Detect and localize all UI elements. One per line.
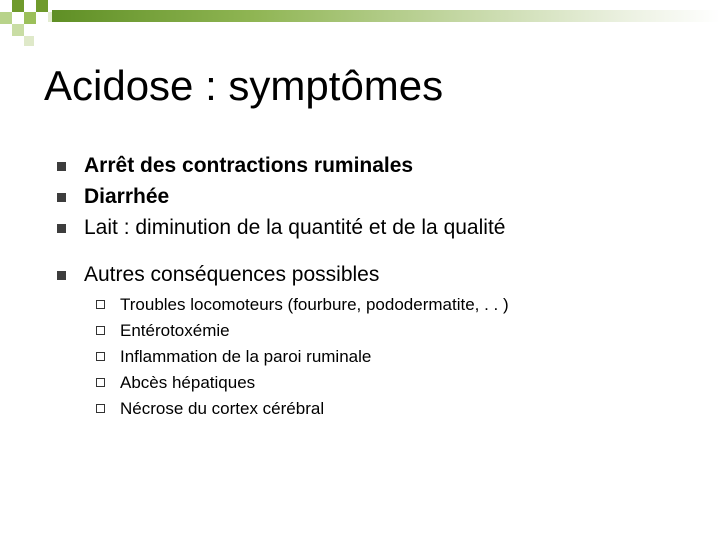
bullet-text: Lait : diminution de la quantité et de la qualité [84, 216, 506, 239]
square-bullet-icon [57, 193, 66, 202]
slide-title: Acidose : symptômes [44, 62, 444, 109]
bullet-item [56, 212, 696, 243]
square-bullet-icon [57, 224, 66, 233]
sub-bullet-item [88, 370, 696, 396]
sub-bullet-text: Entérotoxémie [120, 321, 230, 340]
sub-bullet-text: Inflammation de la paroi ruminale [120, 347, 372, 366]
sub-bullet-item [88, 318, 696, 344]
bullet-item [56, 181, 696, 212]
decorative-squares [0, 0, 60, 46]
sub-bullet-text: Troubles locomoteurs (fourbure, pododermatite, . . ) [120, 295, 509, 314]
deco-square [24, 12, 36, 24]
hollow-square-bullet-icon [96, 352, 105, 361]
bullet-item [56, 150, 696, 181]
sub-bullet-text: Abcès hépatiques [120, 373, 256, 392]
deco-square [36, 0, 48, 12]
bullet-text: Arrêt des contractions ruminales [84, 154, 414, 177]
deco-square [12, 0, 24, 12]
sub-bullet-item [88, 344, 696, 370]
deco-square [0, 12, 12, 24]
hollow-square-bullet-icon [96, 300, 105, 309]
deco-square [12, 24, 24, 36]
bullet-text: Diarrhée [84, 185, 170, 208]
sub-bullet-list [84, 292, 696, 422]
sub-bullet-item [88, 396, 696, 422]
sub-bullet-item [88, 292, 696, 318]
sub-bullet-text: Nécrose du cortex cérébral [120, 399, 325, 418]
header-gradient-bar [52, 10, 720, 22]
bullet-text: Autres conséquences possibles [84, 263, 380, 286]
square-bullet-icon [57, 271, 66, 280]
square-bullet-icon [57, 162, 66, 171]
bullet-list [56, 150, 696, 422]
deco-square [24, 36, 34, 46]
bullet-item [56, 259, 696, 422]
hollow-square-bullet-icon [96, 378, 105, 387]
hollow-square-bullet-icon [96, 404, 105, 413]
hollow-square-bullet-icon [96, 326, 105, 335]
